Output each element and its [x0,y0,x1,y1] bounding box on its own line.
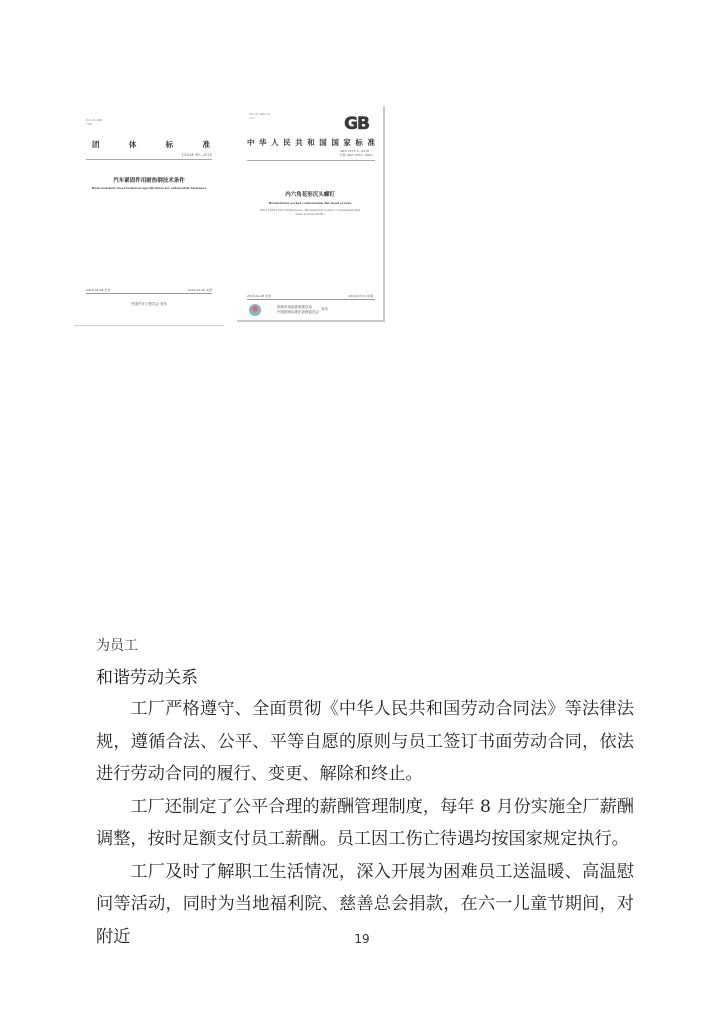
cover-header-codes: ICS 21.060 T40 [86,118,103,126]
divider [74,325,224,326]
issue-date: 2019-04-26 发布 [86,288,111,292]
divider [247,160,375,161]
paragraph: 工厂还制定了公平合理的薪酬管理制度，每年 8 月份实施全厂薪酬调整，按时足额支付员工薪酬。员工因工伤亡待遇均按国家规定执行。 [96,796,634,849]
standard-en-subtitle: (ISO 14581:2013,Fasteners—Hexalobular socket countersunk flat head screws,MOD) [259,208,361,216]
issue-date: 2018-12-28 发布 [247,294,272,298]
page-number: 19 [354,932,370,946]
effective-date: 2019-07-01 实施 [348,294,373,298]
divider [86,293,212,294]
publisher: 中国汽车工程学会 发布 [130,302,168,306]
paragraph: 工厂及时了解职工生活情况，深入开展为困难员工送温暖、高温慰问等活动，同时为当地福利院、慈善总会捐款，在六一儿童节期间，对附近 [96,861,634,947]
standard-number: GB/T 2673.1—2018 代替 GB/T 2673—2007 [339,149,373,157]
section-label: 为员工 [96,638,138,654]
standard-number: T/CSAE 99—2019 [181,153,212,157]
effective-date: 2019-04-26 实施 [187,288,212,292]
divider [247,299,375,300]
issuer-suffix: 发布 [321,307,328,311]
standard-cn-title: 汽车紧固件用耐热钢技术条件 [113,178,185,184]
paragraph: 工厂严格遵守、全面贯彻《中华人民共和国劳动合同法》等法律法规，遵循合法、公平、平等自愿的原则与员工签订书面劳动合同，依法进行劳动合同的履行、变更、解除和终止。 [96,699,634,784]
body-text [96,693,634,953]
national-standard-cover-image [237,106,385,322]
cover-header-codes: ICS 21.060.10 J 13 [249,112,271,120]
standard-en-title: Heat-resistant steel technical specification for automobile fasteners [91,186,207,190]
standard-en-title: Hexalobular socket countersunk flat head screws [268,201,352,205]
divider [86,159,212,160]
cover-title: 中 华 人 民 共 和 国 国 家 标 准 [247,138,375,147]
section-heading: 和谐劳动关系 [96,668,198,688]
cover-title: 团 体 标 准 [92,140,210,149]
issuers: 国家市场监督管理总局 中国国家标准化管理委员会 [277,305,319,314]
emblem-icon [249,304,261,316]
standard-cn-title: 内六角花形沉头螺钉 [285,192,335,198]
gb-logo-icon: GB [344,114,369,134]
group-standard-cover-image [74,112,224,326]
